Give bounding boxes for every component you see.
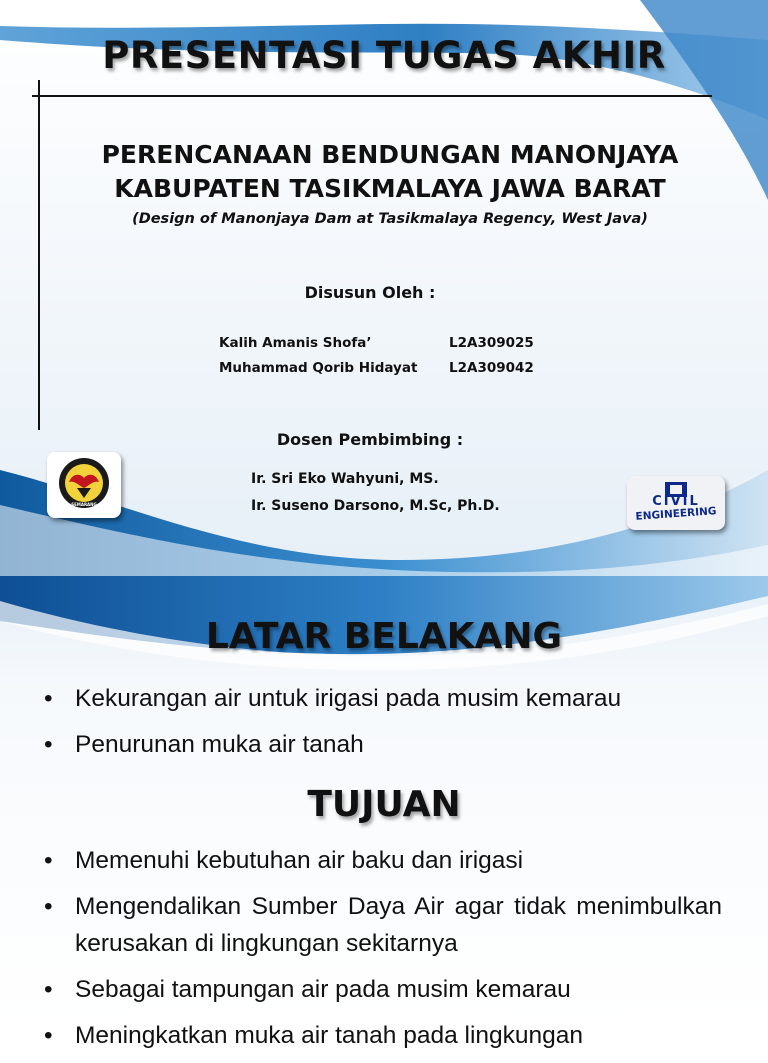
advisor-name: Ir. Sri Eko Wahyuni, MS. bbox=[251, 471, 439, 487]
svg-text:SEMARANG: SEMARANG bbox=[71, 502, 97, 507]
goals-list bbox=[44, 842, 722, 1063]
list-item: • Mengendalikan Sumber Daya Air agar tidak menimbulkan kerusakan di lingkungan sekitarnya bbox=[44, 888, 722, 962]
list-item: • Sebagai tampungan air pada musim kemarau bbox=[44, 971, 722, 1008]
author-row bbox=[219, 360, 534, 376]
author-nim: L2A309042 bbox=[449, 360, 534, 376]
subtitle-english: (Design of Manonjaya Dam at Tasikmalaya Regency, West Java) bbox=[132, 211, 648, 227]
background-heading: LATAR BELAKANG bbox=[205, 616, 563, 657]
presentation-title: PRESENTASI TUGAS AKHIR bbox=[102, 34, 666, 77]
subtitle-line-2: KABUPATEN TASIKMALAYA JAWA BARAT bbox=[114, 174, 666, 203]
university-logo bbox=[47, 452, 121, 518]
advisor-label: Dosen Pembimbing : bbox=[276, 430, 464, 449]
author-name: Muhammad Qorib Hidayat bbox=[219, 360, 418, 376]
university-seal-icon bbox=[47, 452, 121, 518]
logo-line-engineering: ENGINEERING bbox=[635, 505, 717, 523]
goals-heading: TUJUAN bbox=[307, 784, 461, 825]
list-item: • Memenuhi kebutuhan air baku dan irigasi bbox=[44, 842, 722, 879]
left-divider bbox=[38, 80, 40, 430]
list-item: • Meningkatkan muka air tanah pada lingkungan bbox=[44, 1017, 722, 1054]
author-row bbox=[219, 335, 534, 351]
content-slide bbox=[0, 576, 768, 1049]
author-name: Kalih Amanis Shofa’ bbox=[219, 335, 372, 351]
prepared-by-label: Disusun Oleh : bbox=[304, 283, 436, 302]
advisor-name: Ir. Suseno Darsono, M.Sc, Ph.D. bbox=[251, 498, 500, 514]
author-nim: L2A309025 bbox=[449, 335, 534, 351]
logo-line-civil: CIVIL bbox=[652, 494, 700, 509]
background-list bbox=[44, 680, 722, 772]
title-divider bbox=[32, 95, 712, 97]
civil-engineering-logo bbox=[627, 476, 725, 530]
subtitle-line-1: PERENCANAAN BENDUNGAN MANONJAYA bbox=[101, 140, 679, 169]
list-item: • Penurunan muka air tanah bbox=[44, 726, 722, 763]
list-item: • Kekurangan air untuk irigasi pada musim kemarau bbox=[44, 680, 722, 717]
